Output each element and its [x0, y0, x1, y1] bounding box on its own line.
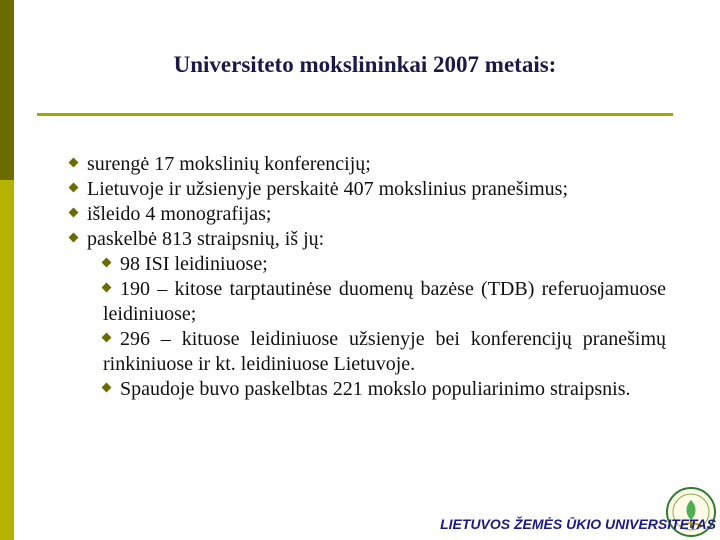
sub-bullet-text: 98 ISI leidiniuose;: [120, 253, 268, 275]
bullet-item: [70, 152, 666, 177]
sub-bullet-item: [103, 277, 666, 327]
diamond-bullet-icon: [102, 258, 112, 268]
bullet-text: surengė 17 mokslinių konferencijų;: [87, 153, 371, 175]
diamond-bullet-icon: [69, 208, 79, 218]
slide-content: [70, 152, 666, 402]
bullet-item: [70, 227, 666, 252]
diamond-bullet-icon: [102, 383, 112, 393]
diamond-bullet-icon: [69, 233, 79, 243]
footer-university-name: LIETUVOS ŽEMĖS ŪKIO UNIVERSITETAS: [440, 516, 716, 532]
bullet-text: paskelbė 813 straipsnių, iš jų:: [87, 228, 325, 250]
diamond-bullet-icon: [69, 158, 79, 168]
sidebar-light-band: [0, 180, 14, 540]
diamond-bullet-icon: [102, 283, 112, 293]
diamond-bullet-icon: [102, 333, 112, 343]
slide-title: Universiteto mokslininkai 2007 metais:: [173, 52, 557, 77]
bullet-item: [70, 202, 666, 227]
sub-bullet-text: 296 – kituose leidiniuose užsienyje bei konferencijų pranešimų rinkiniuose ir kt. leidiniuose Lietuvoje.: [103, 328, 666, 375]
bullet-text: išleido 4 monografijas;: [87, 203, 272, 225]
title-divider: [37, 113, 673, 116]
sidebar-dark-band: [0, 0, 14, 180]
bullet-text: Lietuvoje ir užsienyje perskaitė 407 mokslinius pranešimus;: [87, 178, 569, 200]
bullet-item: [70, 177, 666, 202]
sub-bullet-item: [103, 327, 666, 377]
sub-bullet-text: 190 – kitose tarptautinėse duomenų bazėse (TDB) referuojamuose leidiniuose;: [103, 278, 666, 325]
diamond-bullet-icon: [69, 183, 79, 193]
sub-bullet-text: Spaudoje buvo paskelbtas 221 mokslo populiarinimo straipsnis.: [120, 378, 631, 400]
sub-bullet-item: [103, 377, 666, 402]
sub-bullet-item: [103, 252, 666, 277]
